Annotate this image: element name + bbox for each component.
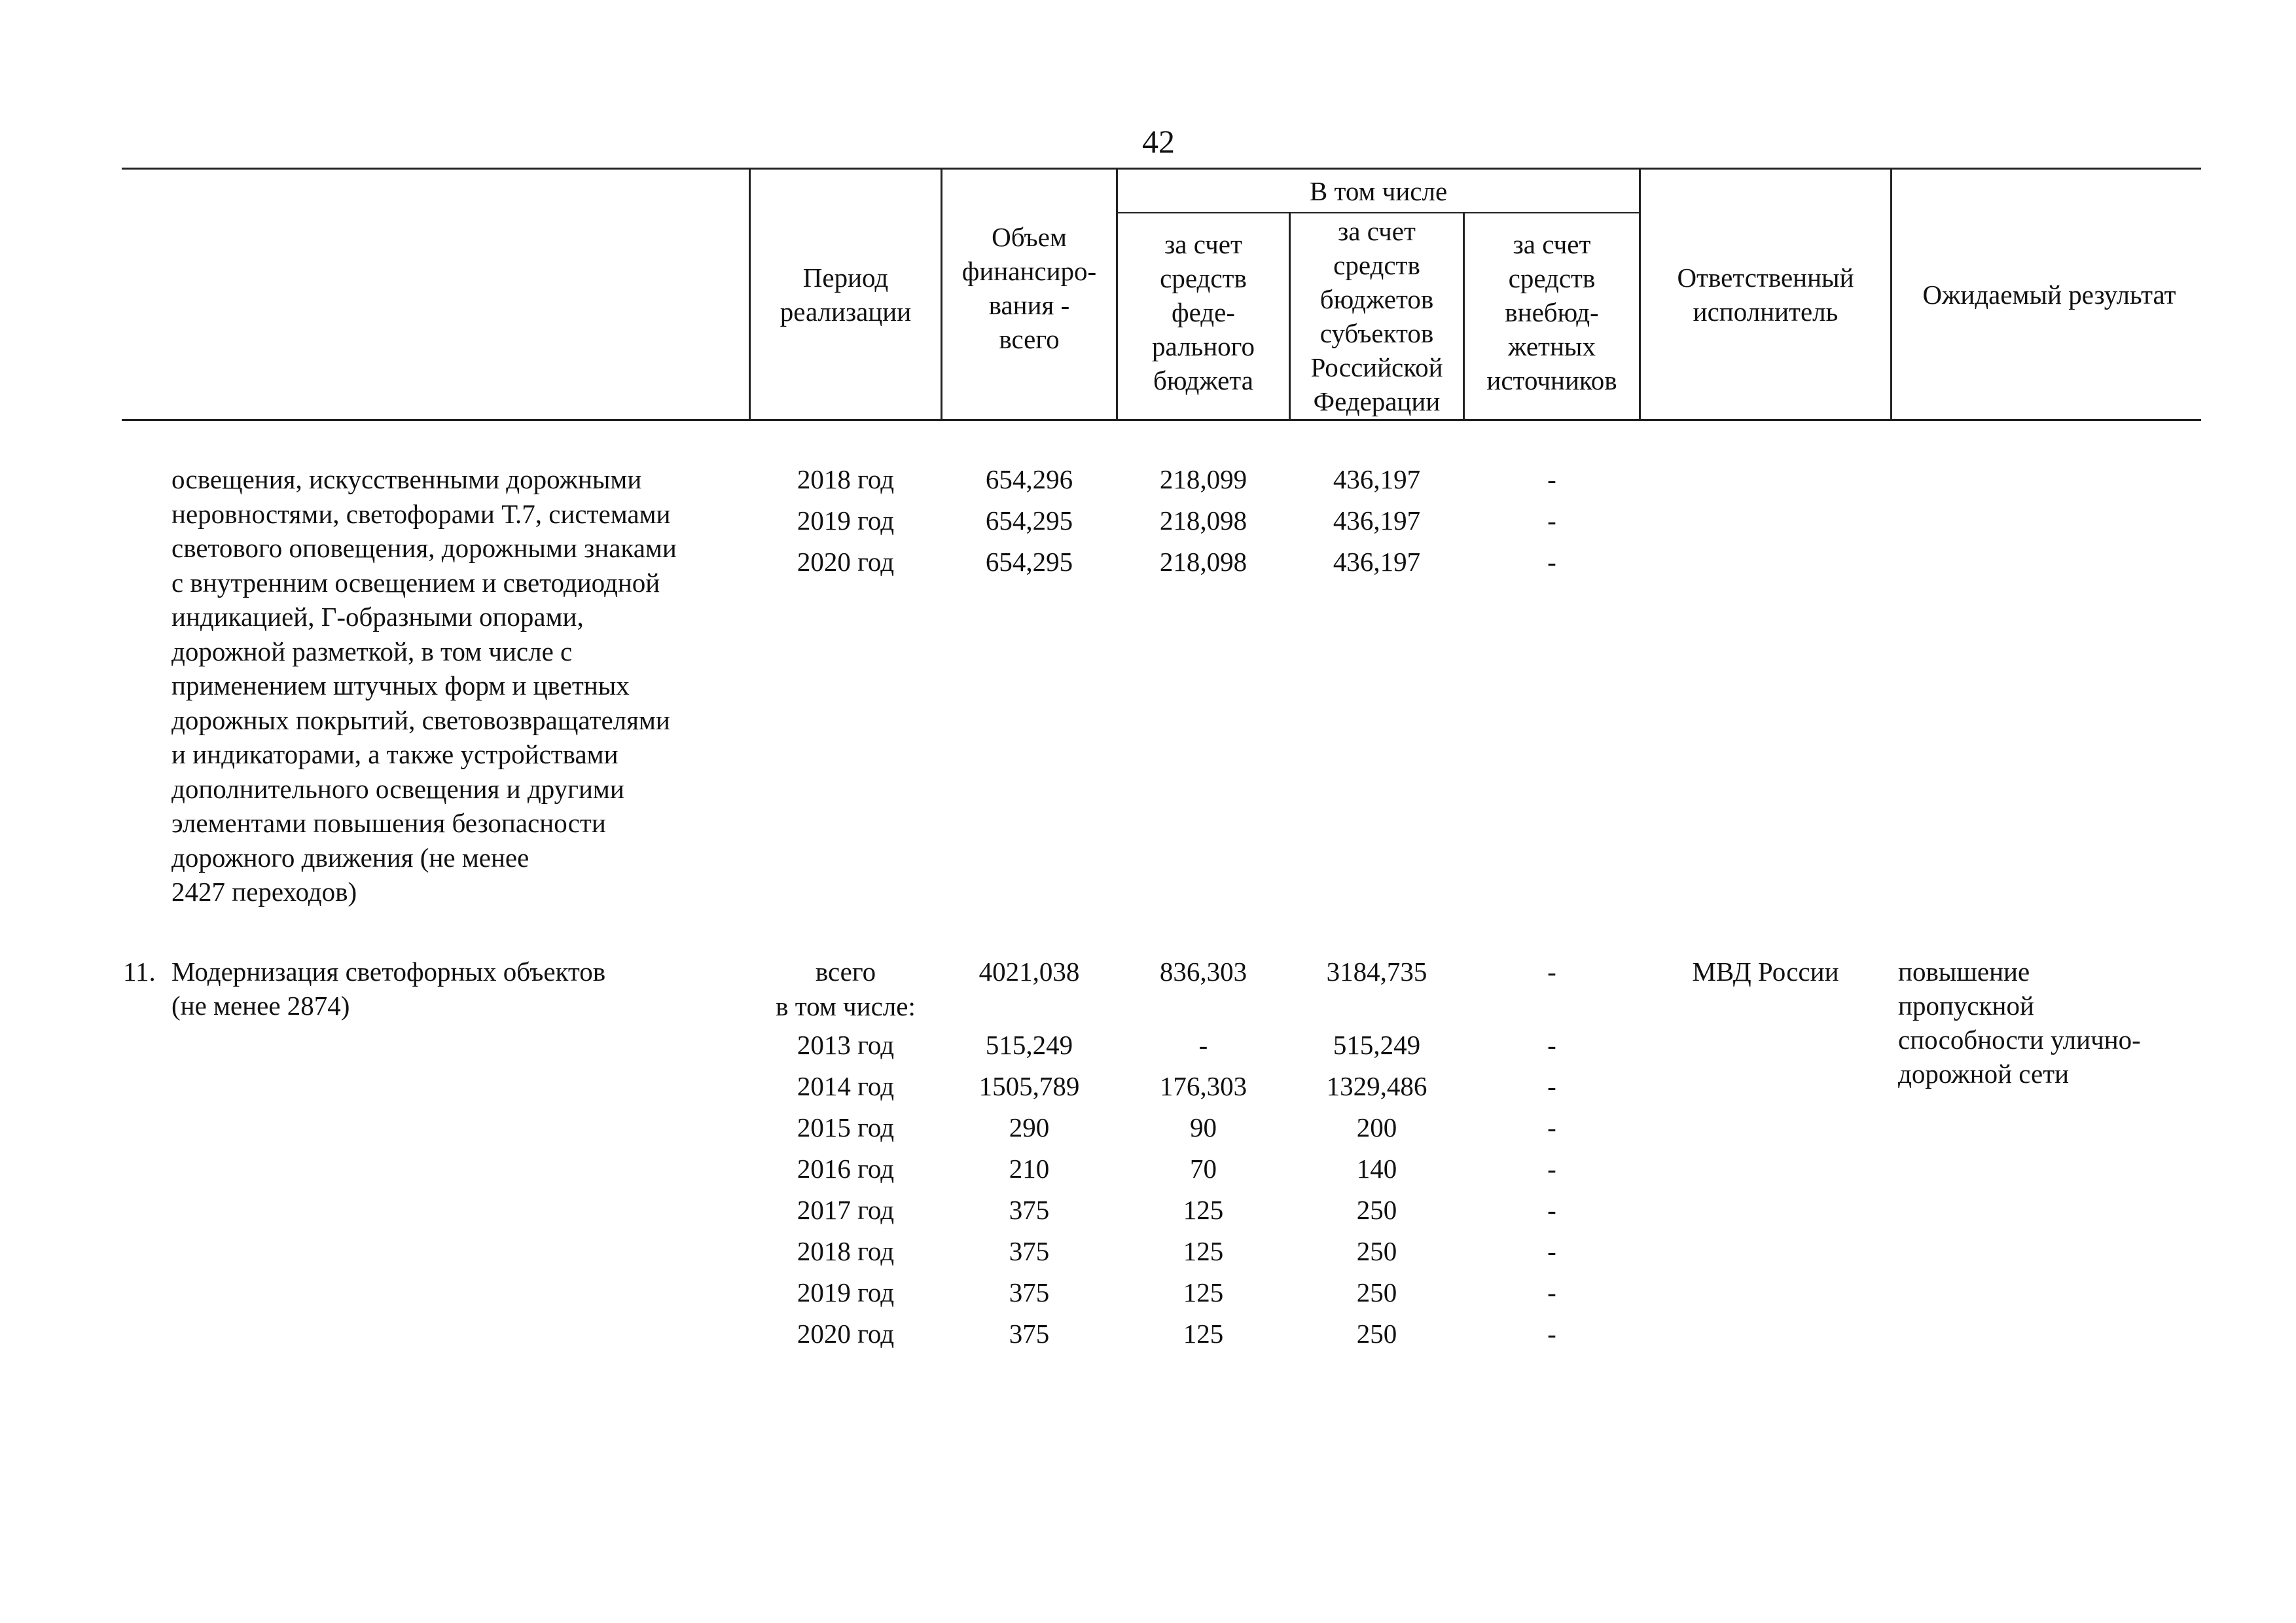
header-result: Ожидаемый результат: [1922, 280, 2176, 310]
cell-period: 2020 год: [797, 547, 895, 577]
header-federal: за счет средств феде- рального бюджета: [1152, 229, 1255, 395]
cell-period: 2018 год: [797, 464, 895, 494]
cell-federal: 70: [1190, 1154, 1217, 1184]
description-line: применением штучных форм и цветных: [171, 670, 630, 701]
cell-period: всего: [815, 957, 876, 987]
description-line: дополнительного освещения и другими: [171, 773, 624, 804]
cell-federal: 218,098: [1159, 547, 1247, 577]
header-volume: Объем финансиро- вания - всего: [961, 222, 1097, 354]
cell-period: 2014 год: [797, 1071, 895, 1101]
cell-total: 375: [1009, 1319, 1050, 1349]
header-extrabudget: за счет средств внебюд- жетных источников: [1486, 229, 1617, 395]
cell-federal: -: [1198, 1030, 1208, 1060]
description-line: (не менее 2874): [171, 991, 350, 1021]
expected-result: [1898, 955, 2141, 1091]
cell-federal: 218,098: [1159, 505, 1247, 536]
including-label: в том числе:: [776, 991, 916, 1021]
cell-total: 515,249: [985, 1030, 1073, 1060]
cell-extra: -: [1547, 1154, 1556, 1184]
header-top-rule: [122, 168, 2201, 170]
cell-regional: 3184,735: [1326, 957, 1427, 987]
cell-regional: 436,197: [1333, 505, 1421, 536]
header-period: Период реализации: [780, 263, 912, 327]
cell-extra: -: [1547, 505, 1556, 536]
cell-federal: 218,099: [1159, 464, 1247, 494]
header-including: В том числе: [1309, 176, 1448, 206]
cell-extra: -: [1547, 1071, 1556, 1101]
block1-description: [171, 462, 677, 909]
cell-regional: 250: [1356, 1236, 1397, 1266]
cell-regional: 250: [1356, 1319, 1397, 1349]
cell-federal: 125: [1183, 1236, 1224, 1266]
header-bottom-rule: [122, 419, 2201, 421]
cell-period: 2018 год: [797, 1236, 895, 1266]
cell-federal: 125: [1183, 1195, 1224, 1225]
cell-extra: -: [1547, 957, 1556, 987]
cell-total: 375: [1009, 1277, 1050, 1307]
cell-federal: 176,303: [1159, 1071, 1247, 1101]
cell-federal: 125: [1183, 1277, 1224, 1307]
description-line: неровностями, светофорами Т.7, системами: [171, 498, 671, 529]
cell-period: 2015 год: [797, 1112, 895, 1142]
cell-extra: -: [1547, 1236, 1556, 1266]
description-line: освещения, искусственными дорожными: [171, 464, 642, 494]
cell-federal: 836,303: [1159, 957, 1247, 987]
cell-total: 1505,789: [978, 1071, 1080, 1101]
cell-extra: -: [1547, 1112, 1556, 1142]
cell-period: 2017 год: [797, 1195, 895, 1225]
description-line: 2427 переходов): [171, 877, 357, 907]
header-regional: за счет средств бюджетов субъектов Российской Федерации: [1310, 216, 1443, 416]
result-line: способности улично-: [1898, 1025, 2141, 1055]
cell-extra: -: [1547, 1030, 1556, 1060]
cell-regional: 140: [1356, 1154, 1397, 1184]
cell-regional: 200: [1356, 1112, 1397, 1142]
cell-extra: -: [1547, 464, 1556, 494]
cell-total: 210: [1009, 1154, 1050, 1184]
description-line: дорожного движения (не менее: [171, 842, 529, 873]
cell-period: 2013 год: [797, 1030, 895, 1060]
cell-regional: 250: [1356, 1277, 1397, 1307]
result-line: дорожной сети: [1898, 1059, 2070, 1089]
description-line: и индикаторами, а также устройствами: [171, 739, 619, 769]
cell-total: 375: [1009, 1236, 1050, 1266]
cell-regional: 436,197: [1333, 547, 1421, 577]
cell-extra: -: [1547, 547, 1556, 577]
header-responsible: Ответственный исполнитель: [1677, 263, 1854, 327]
cell-federal: 90: [1190, 1112, 1217, 1142]
cell-total: 4021,038: [978, 957, 1080, 987]
cell-period: 2019 год: [797, 505, 895, 536]
cell-period: 2016 год: [797, 1154, 895, 1184]
cell-extra: -: [1547, 1319, 1556, 1349]
cell-period: 2020 год: [797, 1319, 895, 1349]
item-number: 11.: [123, 957, 156, 987]
page-number: 42: [1142, 123, 1175, 160]
cell-regional: 436,197: [1333, 464, 1421, 494]
description-line: светового оповещения, дорожными знаками: [171, 533, 677, 563]
description-line: дорожной разметкой, в том числе с: [171, 636, 573, 666]
cell-total: 654,295: [985, 547, 1073, 577]
cell-period: 2019 год: [797, 1277, 895, 1307]
description-line: элементами повышения безопасности: [171, 808, 606, 838]
cell-total: 654,295: [985, 505, 1073, 536]
description-line: Модернизация светофорных объектов: [171, 957, 606, 987]
result-line: повышение: [1898, 957, 2030, 987]
cell-federal: 125: [1183, 1319, 1224, 1349]
cell-extra: -: [1547, 1195, 1556, 1225]
block2-description: [171, 955, 605, 1023]
responsible-executor: МВД России: [1692, 957, 1839, 987]
description-line: индикацией, Г-образными опорами,: [171, 602, 584, 632]
description-line: с внутренним освещением и светодиодной: [171, 567, 660, 598]
description-line: дорожных покрытий, световозвращателями: [171, 704, 670, 735]
cell-regional: 250: [1356, 1195, 1397, 1225]
cell-extra: -: [1547, 1277, 1556, 1307]
cell-total: 654,296: [985, 464, 1073, 494]
cell-total: 290: [1009, 1112, 1050, 1142]
cell-regional: 1329,486: [1326, 1071, 1427, 1101]
result-line: пропускной: [1898, 991, 2034, 1021]
cell-regional: 515,249: [1333, 1030, 1421, 1060]
cell-total: 375: [1009, 1195, 1050, 1225]
